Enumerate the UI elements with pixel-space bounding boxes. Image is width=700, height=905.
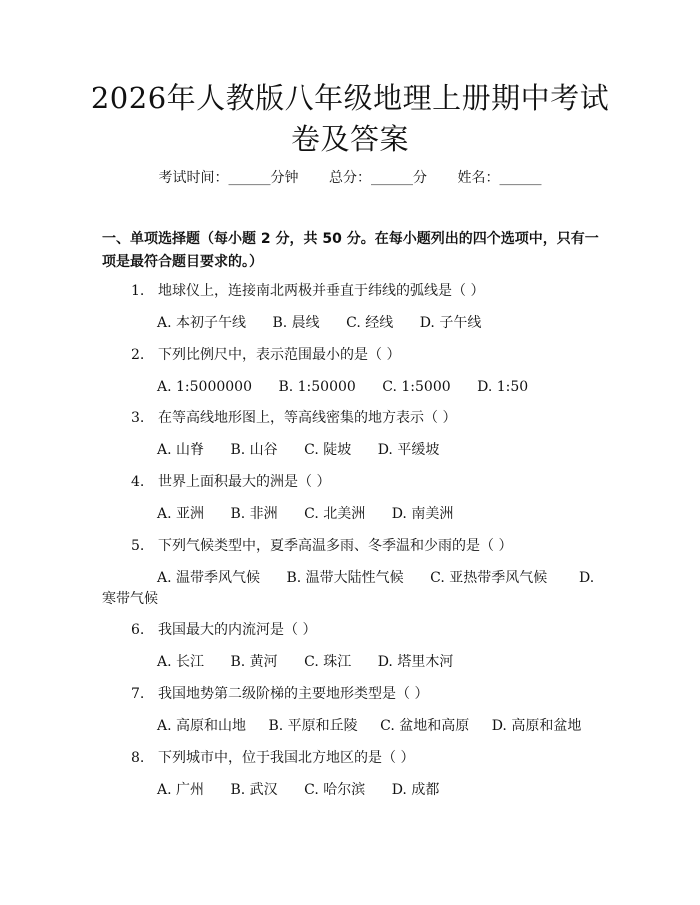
option-c: C. 盆地和高原 <box>380 718 470 734</box>
question-4-options <box>157 504 607 524</box>
question-2-options <box>157 377 607 397</box>
question-4 <box>131 472 611 492</box>
option-b: B. 黄河 <box>230 654 278 670</box>
question-8-options <box>157 780 607 800</box>
option-d: D. <box>579 570 595 586</box>
option-a: A. 温带季风气候 <box>157 570 261 586</box>
question-2 <box>131 345 611 365</box>
question-text: 世界上面积最大的洲是（ ） <box>158 474 331 490</box>
question-7-options <box>157 716 617 736</box>
question-3 <box>131 408 611 428</box>
question-number: 1. <box>131 283 145 299</box>
option-c: C. 亚热带季风气候 <box>430 570 548 586</box>
question-number: 5. <box>131 538 145 554</box>
option-d: D. 南美洲 <box>391 506 454 522</box>
question-3-options <box>157 440 607 460</box>
question-8 <box>131 748 611 768</box>
question-number: 2. <box>131 347 145 363</box>
question-text: 地球仪上，连接南北两极并垂直于纬线的弧线是（ ） <box>158 283 485 299</box>
option-a: A. 亚洲 <box>157 506 205 522</box>
exam-meta <box>0 168 700 188</box>
question-text: 下列气候类型中，夏季高温多雨、冬季温和少雨的是（ ） <box>158 538 513 554</box>
option-b: B. 温带大陆性气候 <box>286 570 404 586</box>
option-c: C. 陡坡 <box>304 442 352 458</box>
option-a: A. 广州 <box>157 782 205 798</box>
question-number: 4. <box>131 474 145 490</box>
option-c: C. 经线 <box>346 315 394 331</box>
question-5 <box>131 536 611 556</box>
option-b: B. 武汉 <box>230 782 278 798</box>
question-text: 下列城市中，位于我国北方地区的是（ ） <box>158 750 415 766</box>
question-number: 7. <box>131 686 145 702</box>
question-text: 在等高线地形图上，等高线密集的地方表示（ ） <box>158 410 457 426</box>
question-number: 6. <box>131 622 145 638</box>
option-d: D. 高原和盆地 <box>491 718 582 734</box>
option-c: C. 珠江 <box>304 654 352 670</box>
option-d: D. 塔里木河 <box>377 654 454 670</box>
question-5-option-d-text: 寒带气候 <box>102 591 158 607</box>
option-d: D. 成都 <box>391 782 440 798</box>
question-5-options <box>157 568 617 588</box>
question-text: 我国地势第二级阶梯的主要地形类型是（ ） <box>158 686 429 702</box>
option-c: C. 1:5000 <box>382 379 451 395</box>
question-text: 我国最大的内流河是（ ） <box>158 622 317 638</box>
question-1 <box>131 281 611 301</box>
option-a: A. 山脊 <box>157 442 205 458</box>
option-d: D. 平缓坡 <box>377 442 440 458</box>
option-c: C. 北美洲 <box>304 506 366 522</box>
student-name-field: 姓名：______ <box>457 170 542 186</box>
option-b: B. 山谷 <box>230 442 278 458</box>
question-number: 3. <box>131 410 145 426</box>
option-c: C. 哈尔滨 <box>304 782 366 798</box>
exam-time-field: 考试时间：______分钟 <box>158 170 299 186</box>
question-7 <box>131 684 611 704</box>
option-b: B. 晨线 <box>272 315 320 331</box>
option-a: A. 长江 <box>157 654 205 670</box>
option-a: A. 1:5000000 <box>157 379 252 395</box>
question-6-options <box>157 652 607 672</box>
section-heading: 一、单项选择题（每小题 2 分，共 50 分。在每小题列出的四个选项中，只有一项是最符合题目要求的。） <box>102 231 599 270</box>
question-text: 下列比例尺中，表示范围最小的是（ ） <box>158 347 401 363</box>
question-6 <box>131 620 611 640</box>
question-1-options <box>157 313 607 333</box>
page-title: 2026年人教版八年级地理上册期中考试卷及答案 <box>90 81 610 156</box>
option-b: B. 非洲 <box>230 506 278 522</box>
option-b: B. 平原和丘陵 <box>268 718 358 734</box>
option-a: A. 高原和山地 <box>157 718 247 734</box>
option-a: A. 本初子午线 <box>157 315 247 331</box>
option-d: D. 子午线 <box>419 315 482 331</box>
option-d: D. 1:50 <box>477 379 529 395</box>
total-score-field: 总分：______分 <box>329 170 427 186</box>
question-number: 8. <box>131 750 145 766</box>
option-b: B. 1:50000 <box>278 379 356 395</box>
